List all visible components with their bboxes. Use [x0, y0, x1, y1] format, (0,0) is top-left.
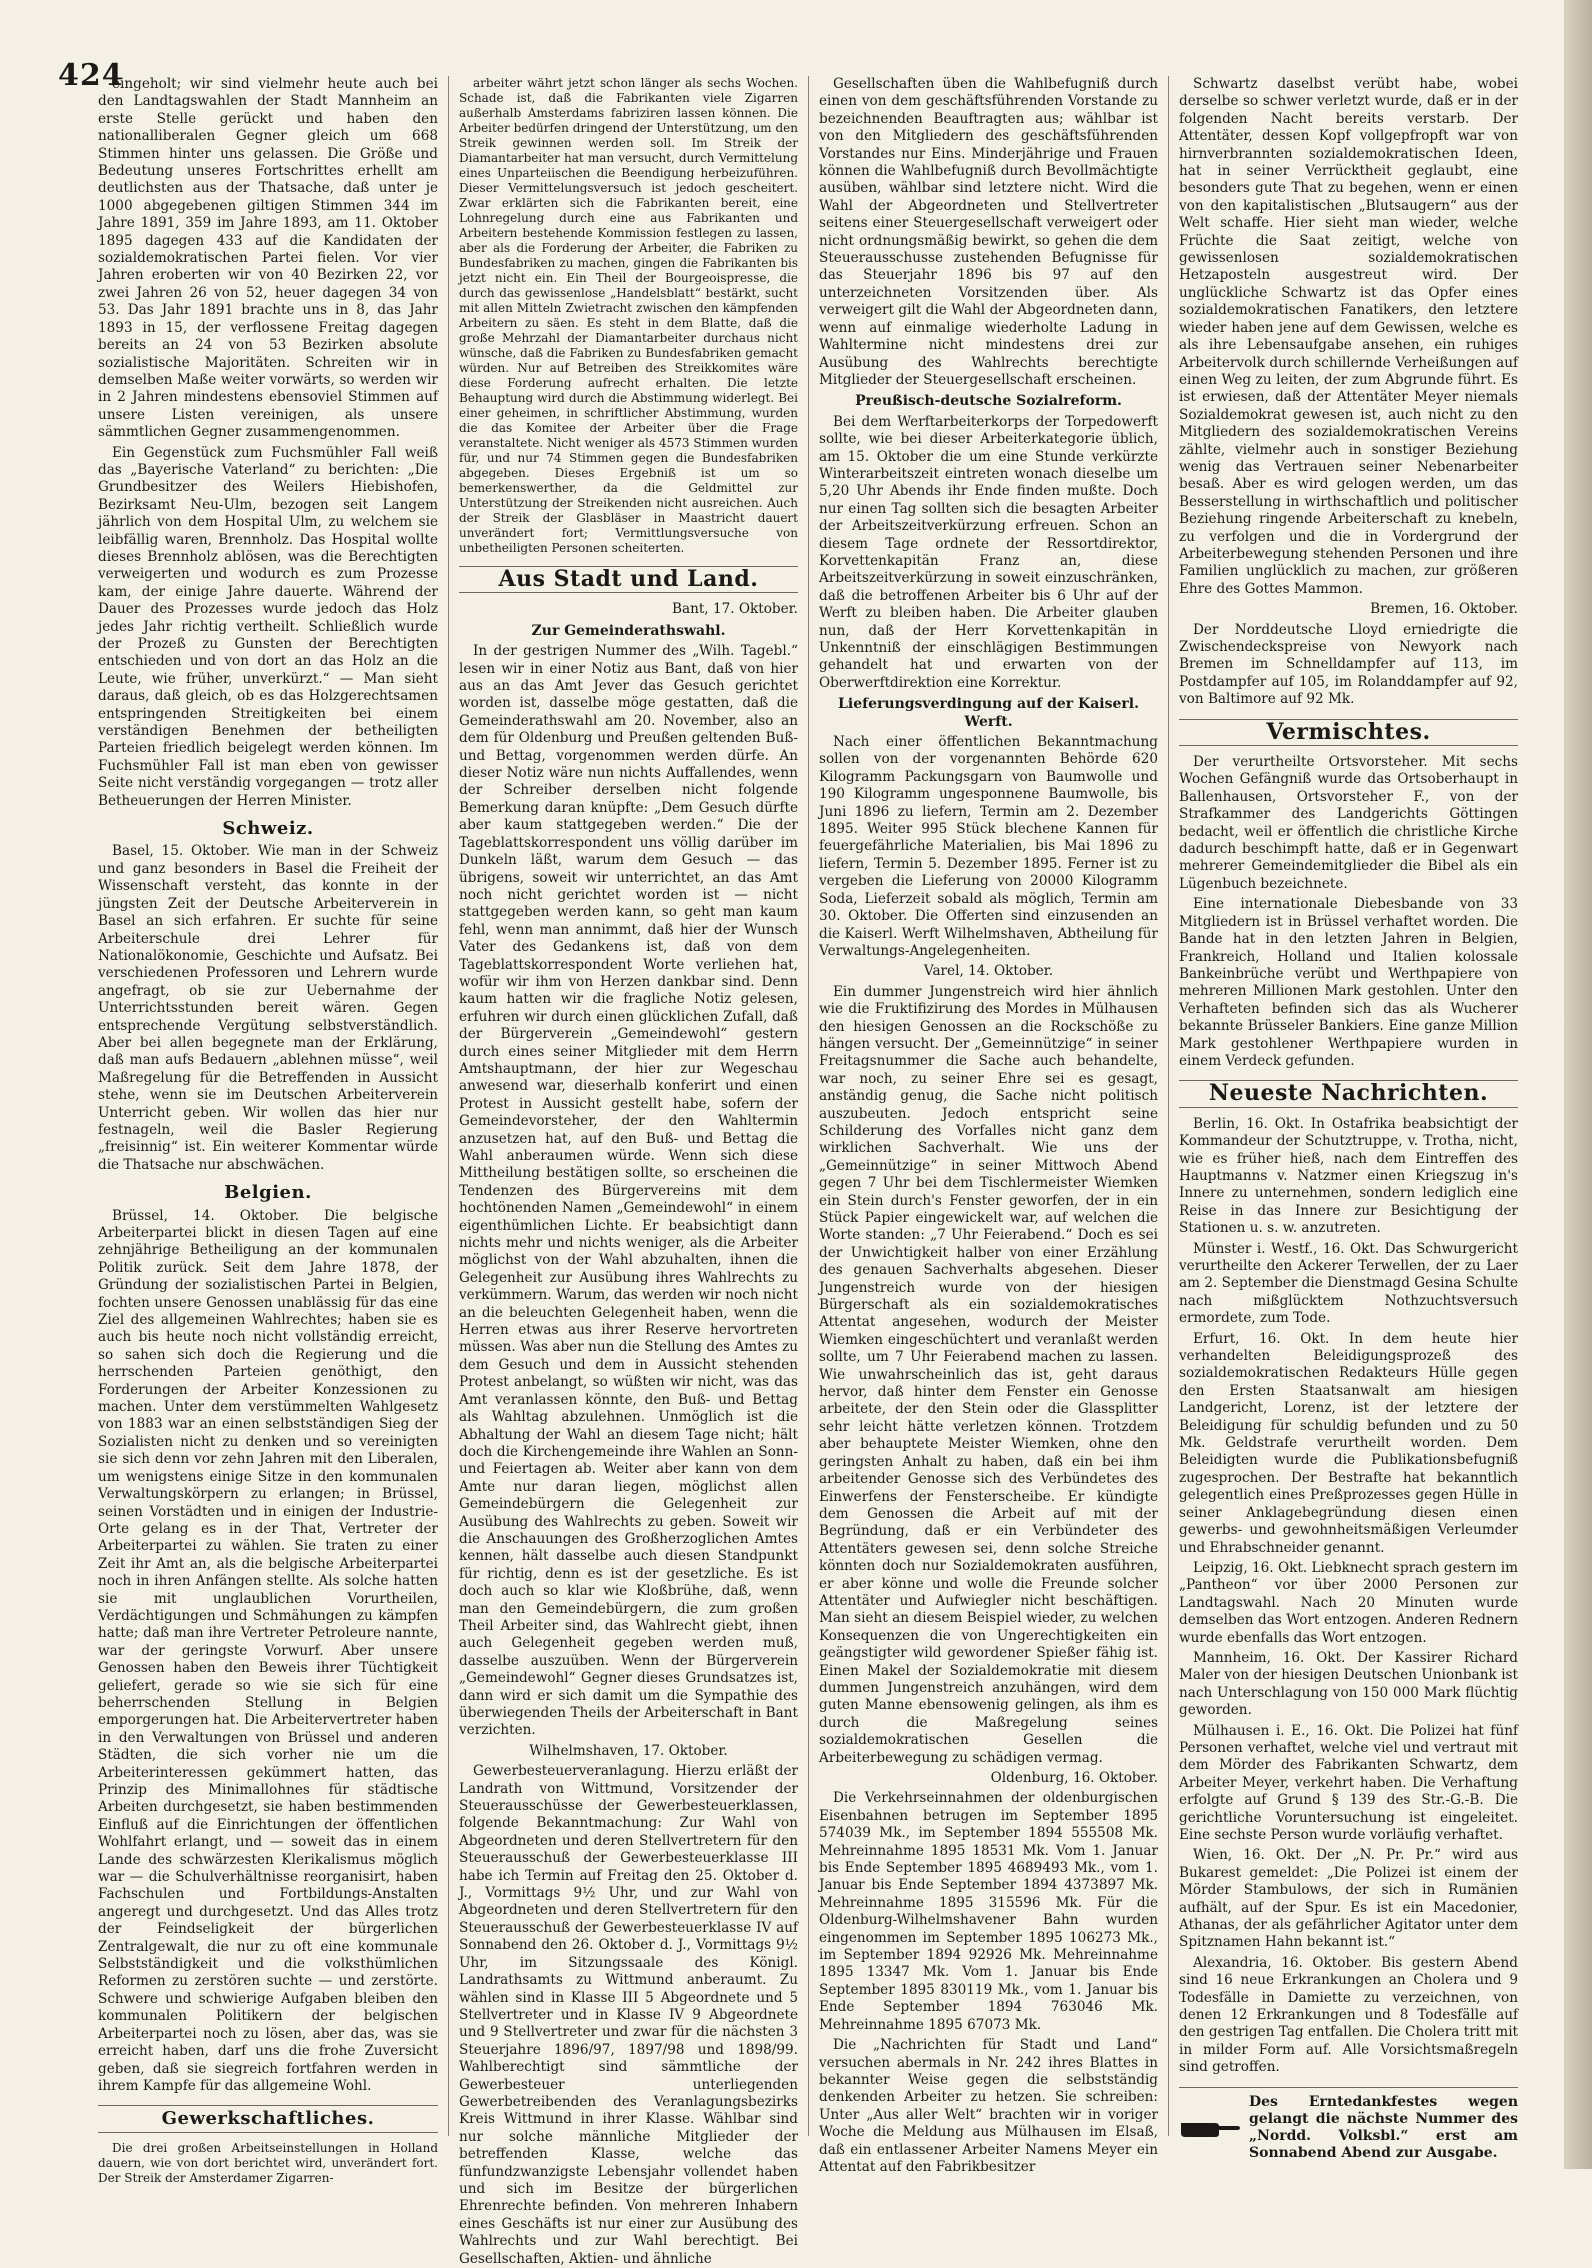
page-edge: [1564, 0, 1592, 2169]
dateline-oldenburg: Oldenburg, 16. Oktober.: [990, 1770, 1158, 1786]
article-mannheim-election: eingeholt; wir sind vielmehr heute auch bei den Landtagswahlen der Stadt Mannheim an erste Stelle gerückt und haben den nationalliberalen Gegner gleich um 668 Stimmen hinter uns gelassen. Die Größe und Bedeutung unseres Fortschrittes erhellt am deutlichsten aus der Thatsache, daß unter je 1000 abgegebenen giltigen Stimmen 344 im Jahre 1891, 359 im Jahre 1893, am 11. Oktober 1895 dagegen 433 auf die Kandidaten der sozialdemokratischen Partei fielen. Vor vier Jahren eroberten wir von 40 Bezirken 22, vor zwei Jahren 26 von 52, heuer dagegen 34 von 53. Das Jahr 1891 brachte uns in 8, das Jahr 1893 in 15, der verflossene Freitag dagegen bereits an 24 von 53 Bezirken absolute sozialistische Majoritäten. Schreiten wir in demselben Maße weiter vorwärts, so werden wir in 2 Jahren mindestens ebensoviel Stimmen auf unsere Listen vereinigen, als unsere sämmtlichen Gegner zusammengenommen.: [98, 76, 438, 441]
column-3: [808, 76, 1168, 2175]
news-berlin: Berlin, 16. Okt. In Ostafrika beabsichtigt der Kommandeur der Schutztruppe, v. Trotha, nicht, wie es früher hieß, nach dem Eintreffen des Hauptmanns v. Natzmer einen Kriegszug in's Innere zu unternehmen, sondern lediglich eine Reise in das Innere zur Besichtigung der Stationen u. s. w. anzutreten.: [1179, 1115, 1518, 1237]
news-muenster: Münster i. Westf., 16. Okt. Das Schwurgericht verurtheilte den Ackerer Terwellen, der zu Laer am 2. September die Dienstmagd Gesina Schulte nach mißglücktem Nothzuchtsversuch ermordete, zum Tode.: [1179, 1240, 1518, 1327]
article-holland-strikes: Die drei großen Arbeitseinstellungen in Holland dauern, wie von dort berichtet wird, unverändert fort. Der Streik der Amsterdamer Zigarren-: [98, 2140, 438, 2185]
news-mannheim: Mannheim, 16. Okt. Der Kassirer Richard Maler von der hiesigen Deutschen Unionbank ist nach Unterschlagung von 150 000 Mark flüchtig geworden.: [1179, 1649, 1518, 1719]
article-sozialreform: Bei dem Werftarbeiterkorps der Torpedowerft sollte, wie bei dieser Arbeiterkategorie üblich, am 15. Oktober die um eine Stunde verkürzte Winterarbeitszeit eintreten wonach dieselbe um 5,20 Uhr Abends ihr Ende finden mußte. Doch nur einen Tag sollten sich die besagten Arbeiter der Arbeitszeitverkürzung erfreuen. Schon an diesem Tage ordnete der Ressortdirektor, Korvettenkapitän Franz an, diese Arbeitszeitverkürzung in soweit einzuschränken, daß die betroffenen Arbeiter bis 6 Uhr auf der Werft zu bleiben haben. Die Arbeiter glauben nun, daß der Herr Korvettenkapitän in Unkenntniß der einschlägigen Bestimmungen gehandelt hat und erwarten von der Oberwerftdirektion eine Korrektur.: [819, 413, 1158, 691]
subhead-gemeinderathswahl: Zur Gemeinderathswahl.: [531, 622, 726, 639]
article-verkehrseinnahmen: Die Verkehrseinnahmen der oldenburgischen Eisenbahnen betrugen im September 1895 574039 Mk., im September 1894 555508 Mk. Mehreinnahme 1895 18531 Mk. Vom 1. Januar bis Ende September 1895 4689493 Mk., vom 1. Januar bis Ende September 1894 4373897 Mk. Mehreinnahme 1895 315596 Mk. Für die Oldenburg-Wilhelmshavener Bahn wurden eingenommen im September 1895 106273 Mk., im September 1894 92926 Mk. Mehreinnahme 1895 13347 Mk. Vom 1. Januar bis Ende September 1895 830119 Mk., vom 1. Januar bis Ende September 1894 763046 Mk. Mehreinnahme 1895 67073 Mk.: [819, 1790, 1158, 2033]
heading-belgien: Belgien.: [224, 1182, 312, 1204]
heading-vermischtes: Vermischtes.: [1179, 719, 1518, 746]
subhead-lieferungsverdingung: Lieferungsverdingung auf der Kaiserl. Werft.: [838, 696, 1139, 730]
column-1: [88, 76, 448, 2185]
article-diebesbande: Eine internationale Diebesbande von 33 Mitgliedern ist in Brüssel verhaftet worden. Die Bande hat in den letzten Jahren in Belgien, Frankreich, Holland und Italien kolossale Bankeinbrüche verübt und Werthpapiere von mehreren Millionen Mark gestohlen. Unter den Verhafteten befinden sich das als Wucherer bekannte Brüsseler Bankiers. Eine ganze Million Mark gestohlener Werthpapiere wurden in einem Verdeck gefunden.: [1179, 896, 1518, 1069]
article-basel: Basel, 15. Oktober. Wie man in der Schweiz und ganz besonders in Basel die Freiheit der Wissenschaft versteht, das konnte in der jüngsten Zeit der Deutsche Arbeiterverein in Basel an sich erfahren. Er suchte für seine Arbeiterschule drei Lehrer für Nationalökonomie, Geschichte und Aufsatz. Bei verschiedenen Professoren und Lehrern wurde angefragt, ob sie zur Uebernahme der Unterrichtsstunden bereit wären. Gegen entsprechende Vergütung selbstverständlich. Aber bei allen begegnete man der Erklärung, daß man aufs Bedauern „ablehnen müsse“, weil Maßregelung für die Betreffenden in Aussicht stehe, wenn sie im Deutschen Arbeiterverein Unterricht geben. Wir wollen das hier nur festnageln, weil die Basler Regierung „freisinnig“ ist. Ein weiterer Kommentar würde die Thatsache nur abschwächen.: [98, 843, 438, 1173]
news-erfurt: Erfurt, 16. Okt. In dem heute hier verhandelten Beleidigungsprozeß des sozialdemokratischen Redakteurs Hülle gegen den Ersten Staatsanwalt am hiesigen Landgericht, Lorenz, ist der letztere der Beleidigung für schuldig befunden und zu 50 Mk. Geldstrafe verurtheilt worden. Dem Beleidigten wurde die Publikationsbefugniß zugesprochen. Der Bestrafte hat bekanntlich gelegentlich eines Preßprozesses gegen Hülle in seiner Anklagebegründung diesen einen gewerbs- und gewohnheitsmäßigen Verleumder und Ehrabschneider genannt.: [1179, 1330, 1518, 1556]
article-bruessel: Brüssel, 14. Oktober. Die belgische Arbeiterpartei blickt in diesen Tagen auf eine zehnjährige Betheiligung an der kommunalen Politik zurück. Seit dem Jahre 1878, der Gründung der sozialistischen Partei in Belgien, fochten unsere Genossen unablässig für das eine Ziel des allgemeinen Wahlrechtes; haben sie es auch bis heute noch nicht vollständig erreicht, so sahen sich doch die Regierung und die herrschenden Parteien genöthigt, den Forderungen der Arbeiter Konzessionen zu machen. Unter dem verstümmelten Wahlgesetz von 1883 war an einen selbstständigen Sieg der Sozialisten nicht zu denken und so vereinigten sie sich denn vor zehn Jahren mit den Liberalen, um wenigstens einige Sitze in den kommunalen Verwaltungskörpern zu erlangen; in Brüssel, seinen Vorstädten und in einigen der Industrie-Orte gelang es in der That, Vertreter der Arbeiterpartei zu wählen. Sie traten zu einer Zeit ihr Amt an, als die belgische Arbeiterpartei noch in ihren Anfängen stellte. Als solche hatten sie mit unglaublichen Vorurtheilen, Verdächtigungen und Schmähungen zu kämpfen hatte; daß man ihre Vertreter Petroleure nannte, war der geringste Vorwurf. Aber unsere Genossen haben den Beweis ihrer Tüchtigkeit geliefert, gerade so wie sie sich für eine beherrschenden Stellung in Belgien emporgerungen hat. Die Arbeitervertreter haben in den Verwaltungen von Brüssel und anderen Städten, die sich vorher nie um die Arbeiterinteressen gekümmert hatten, das Prinzip des Minimallohnes für städtische Arbeiten durchgesetzt, sie haben bestimmenden Einfluß auf die Einrichtungen der öffentlichen Wohlfahrt erlangt, und — soweit das in einem Lande des schwärzesten Klerikalismus möglich war — die Schulverhältnisse reorganisirt, haben Fachschulen und Fortbildungs-Anstalten angeregt und durchgesetzt. Und das Alles trotz der Feindseligkeit der bürgerlichen Zentralgewalt, die nur zu oft eine kommunale Selbstständigkeit und die volksthümlichen Reformen zu zerstören suchte — und zerstörte. Schwere und schwierige Aufgaben bleiben den kommunalen Politikern der belgischen Arbeiterpartei noch zu lösen, aber das, was sie erreicht haben, darf uns die frohe Zuversicht geben, daß sie siegreich fortfahren werden in ihrem Kampfe für das allgemeine Wohl.: [98, 1207, 438, 2094]
article-gemeinderathswahl: In der gestrigen Nummer des „Wilh. Tagebl.“ lesen wir in einer Notiz aus Bant, daß von hier aus an das Amt Jever das Gesuch gerichtet worden ist, dasselbe möge gestatten, daß die Gemeinderathswahl am 20. November, also an dem für Oldenburg und Preußen geltenden Buß- und Bettag, vorgenommen werden dürfe. An dieser Notiz wäre nun nichts Auffallendes, wenn der Schreiber derselben nicht folgende Bemerkung daran knüpfte: „Dem Gesuch dürfte aber kaum stattgegeben werden.“ Die der Tageblattskorrespondent uns völlig darüber im Dunkeln läßt, warum dem Gesuch — das übrigens, soweit wir unterrichtet, an das Amt noch nicht gerichtet worden ist — nicht stattgegeben werden kann, so geht man kaum fehl, wenn man annimmt, daß hier der Wunsch Vater des Gedankens ist, daß von dem Tageblattskorrespondent Worte verliehen hat, wofür wir ihm von Herzen dankbar sind. Denn kaum hatten wir die fragliche Notiz gelesen, erfuhren wir durch einen glücklichen Zufall, daß der Bürgerverein „Gemeindewohl“ gestern durch eines seiner Mitglieder mit dem Herrn Amtshauptmann, der hier zur Wegeschau anwesend war, dieserhalb konferirt und einen Protest in Aussicht gestellt habe, sofern der Gemeindevorsteher, der den Wahltermin anzusetzen hat, auf den Buß- und Bettag die Wahl anberaumen würde. Wenn sich diese Mittheilung bestätigen sollte, so erscheinen die Tendenzen des Bürgervereins mit dem hochtönenden Namen „Gemeindewohl“ in einem eigenthümlichen Lichte. Er beabsichtigt dann nichts mehr und nichts weniger, als die Arbeiter möglichst von der Wahl abzuhalten, ihnen die Gelegenheit zur Ausübung ihres Wahlrechts zu verkümmern. Warum, das werden wir noch nicht an die beleuchten Gelegenheit haben, wenn die Herren etwas aus ihrer Reserve hervortreten müssen. Was aber nun die Stellung des Amtes zu dem Gesuch und dem in Aussicht stehenden Protest anbelangt, so wüßten wir nicht, was das Amt veranlassen könnte, den Buß- und Bettag als Wahltag abzulehnen. Unmöglich ist die Abhaltung der Wahl an diesem Tage nicht; hält doch die Kirchengemeinde ihre Wahlen an Sonn- und Feiertagen ab. Weiter aber kann von dem Amte nur daran liegen, möglichst allen Gemeindebürgern die Gelegenheit zur Ausübung des Wahlrechts zu geben. Soweit wir die Anschauungen des Großherzoglichen Amtes kennen, hält dasselbe auch diesen Standpunkt für richtig, denn es ist der gesetzliche. Es ist doch auch so klar wie Kloßbrühe, daß, wenn man den Gemeindebürgern, die zum großen Theil Arbeiter sind, das Wahlrecht giebt, ihnen auch Gelegenheit gegeben werden muß, dasselbe auszuüben. Wenn der Bürgerverein „Gemeindewohl“ Gegner dieses Grundsatzes ist, dann wird er sich damit um die Sympathie des überwiegenden Theils der Arbeiterschaft in Bant verzichten.: [459, 643, 798, 1739]
dateline-wilhelmshaven: Wilhelmshaven, 17. Oktober.: [529, 1742, 728, 1759]
article-lloyd: Der Norddeutsche Lloyd erniedrigte die Zwischendeckspreise von Newyork nach Bremen im Schnelldampfer auf 113, im Postdampfer auf 105, im Rolanddampfer auf 92, von Baltimore auf 92 Mk.: [1179, 621, 1518, 708]
article-schwartz: Schwartz daselbst verübt habe, wobei derselbe so schwer verletzt wurde, daß er in der folgenden Nacht bereits verstarb. Der Attentäter, dessen Kopf vollgepfropft war von hirnverbrannten sozialdemokratischen Ideen, hat in seiner Verrücktheit geglaubt, eine besonders gute That zu begehen, wenn er einen von den kapitalistischen „Blutsaugern“ aus der Welt schaffe. Hier sieht man wieder, welche Früchte die Saat zeitigt, welche von gewissenlosen sozialdemokratischen Hetzaposteln ausgestreut wird. Der unglückliche Schwartz ist das Opfer eines sozialdemokratischen Fanatikers, den letztere wieder haben jene auf dem Gewissen, welche es als ihre Lebensaufgabe ansehen, ein ruhiges Arbeitervolk durch schillernde Verheißungen auf einen Weg zu leiten, der zum Abgrunde führt. Es ist erwiesen, daß der Attentäter Meyer niemals Sozialdemokrat gewesen ist, auch nicht zu den Mitgliedern des sozialdemokratischen Vereins zählte, vielmehr auch in sonstiger Beziehung wenig das Vertrauen seiner Nebenarbeiter besaß. Aber es wird gelogen werden, um das Besserstellung in wirthschaftlich und politischer Beziehung ringende Arbeiterschaft zu knebeln, zu verfolgen und die in Vordergrund der Arbeiterbewegung stehenden Personen und ihre Familien unglücklich zu machen, zur größeren Ehre des Gottes Mammon.: [1179, 76, 1518, 597]
dateline-varel: Varel, 14. Oktober.: [923, 963, 1054, 980]
notice-text: Des Erntedankfestes wegen gelangt die nächste Nummer des „Nordd. Volksbl.“ erst am Sonnabend Abend zur Ausgabe.: [1249, 2093, 1518, 2161]
column-4: [1168, 76, 1528, 2161]
subhead-sozialreform: Preußisch-deutsche Sozialreform.: [855, 393, 1122, 410]
news-wien: Wien, 16. Okt. Der „N. Pr. Pr.“ wird aus Bukarest gemeldet: „Die Polizei ist einem der Mörder Stambulows, der sich in Rumänien aufhält, auf der Spur. Es ist ein Macedonier, Athanas, der als gefährlicher Agitator unter dem Spitznamen Hahn bekannt ist.“: [1179, 1847, 1518, 1951]
article-lieferungsverdingung: Nach einer öffentlichen Bekanntmachung sollen von der vorgenannten Behörde 620 Kilogramm Packungsgarn von Baumwolle und 190 Kilogramm ungesponnene Baumwolle, bis Juni 1896 zu liefern, Termin am 2. Dezember 1895. Weiter 995 Stück blechene Kannen für feuergefährliche Materialien, bis Mai 1896 zu liefern, Termin 5. Dezember 1895. Ferner ist zu vergeben die Lieferung von 20000 Kilogramm Soda, Lieferzeit sobald als möglich, Termin am 30. Oktober. Die Offerten sind einzusenden an die Kaiserl. Werft Wilhelmshaven, Abtheilung für Verwaltungs-Angelegenheiten.: [819, 734, 1158, 959]
heading-neueste-nachrichten: Neueste Nachrichten.: [1179, 1080, 1518, 1107]
article-gesellschaften: Gesellschaften üben die Wahlbefugniß durch einen von dem geschäftsführenden Vorstande zu bezeichnenden Beauftragten aus; wählbar ist von den Mitgliedern des geschäftsführenden Vorstandes nur Eins. Minderjährige und Frauen können die Wahlbefugniß durch Bevollmächtigte ausüben, wählbar sind letztere nicht. Wird die Wahl der Abgeordneten und Stellvertreter seitens einer Steuergesellschaft verweigert oder nicht ordnungsmäßig bewirkt, so gehen die dem Steuerausschusse zustehenden Befugnisse für das Steuerjahr 1896 bis 97 auf den unterzeichneten Vorsitzenden über. Als verweigert gilt die Wahl der Abgeordneten dann, wenn auf einmalige wiederholte Ladung in Wahltermine nicht mindestens drei zur Ausübung des Wahlrechts berechtigte Mitglieder der Steuergesellschaft erscheinen.: [819, 76, 1158, 388]
news-alexandria: Alexandria, 16. Oktober. Bis gestern Abend sind 16 neue Erkrankungen an Cholera und 9 Todesfälle in Damiette zu verzeichnen, von denen 12 Erkrankungen und 8 Todesfälle auf den gestrigen Tag entfallen. Die Cholera tritt mit in milder Form auf. Alle Vorsichtsmaßregeln sind getroffen.: [1179, 1954, 1518, 2076]
article-gewerbesteuer: Gewerbesteuerveranlagung. Hierzu erläßt der Landrath von Wittmund, Vorsitzender der Steuerausschüsse der Gewerbesteuerklassen, folgende Bekanntmachung: Zur Wahl von Abgeordneten und deren Stellvertretern für den Steuerausschuß der Gewerbesteuerklasse III habe ich Termin auf Freitag den 25. Oktober d. J., Vormittags 9½ Uhr, und zur Wahl von Abgeordneten und deren Stellvertretern für den Steuerausschuß der Gewerbesteuerklasse IV auf Sonnabend den 26. Oktober d. J., Vormittags 9½ Uhr, im Sitzungssaale des Königl. Landrathsamts zu Wittmund anberaumt. Zu wählen sind in Klasse III 5 Abgeordnete und 5 Stellvertreter und in Klasse IV 9 Abgeordnete und 9 Stellvertreter und zwar für die nächsten 3 Steuerjahre 1896/97, 1897/98 und 1898/99. Wahlberechtigt sind sämmtliche der Gewerbesteuer unterliegenden Gewerbetreibenden des Veranlagungsbezirks Kreis Wittmund in ihrer Klasse. Wählbar sind nur solche männliche Mitglieder der betreffenden Klasse, welche das fünfundzwanzigste Lebensjahr vollendet haben und sich im Besitze der bürgerlichen Ehrenrechte befinden. Von mehreren Inhabern eines Geschäfts ist nur einer zur Ausübung des Wahlrechts und zur Wahl berechtigt. Bei Gesellschaften, Aktien- und ähnliche: [459, 1763, 798, 2267]
newspaper-columns: [88, 76, 1528, 2267]
article-jungenstreich: Ein dummer Jungenstreich wird hier ähnlich wie die Fruktifizirung des Mordes in Mülhausen den hiesigen Genossen an die Rockschöße zu hängen versucht. Der „Gemeinnützige“ in seiner Freitagsnummer die Sache auch behandelte, war noch, zu seiner Ehre sei es gesagt, anständig genug, die Sache nicht politisch auszubeuten. Jedoch entspricht seine Schilderung des Vorfalles nicht ganz dem wirklichen Sachverhalt. Wie uns der „Gemeinnützige“ in seiner Mittwoch Abend gegen 7 Uhr bei dem Tischlermeister Wiemken ein Stein durch's Fenster geworfen, der in ein Stück Papier eingewickelt war, auf welchen die Worte standen: „7 Uhr Feierabend.“ Doch es sei der Unwichtigkeit halber von einer Erzählung des genauen Sachverhalts abgesehen. Dieser Jungenstreich wurde von der hiesigen Bürgerschaft als ein sozialdemokratisches Attentat angesehen, wodurch der Meister Wiemken eingeschüchtert und veranlaßt werden sollte, um 7 Uhr Feierabend machen zu lassen. Wie unwahrscheinlich das ist, geht daraus hervor, daß hinter dem Fenster ein Genosse arbeitete, der den Stein oder die Glassplitter sehr leicht hätte verletzen können. Trotzdem aber behauptete Meister Wiemken, ohne den geringsten Anhalt zu haben, daß ein bei ihm arbeitender Genosse sich des Verbündetes des Einwerfens der Fensterscheibe. Er kündigte dem Genossen die Arbeit auf mit der Begründung, daß er ein Verbündeter des Attentäters gewesen sei, denn solche Streiche könnten doch nur Sozialdemokraten ausführen, er aber könne und wolle die Freunde solcher Attentäter und Aufwiegler nicht beschäftigen. Man sieht an diesem Beispiel wieder, zu welchen Konsequenzen die von Ungerechtigkeiten ein geängstigter wild gewordener Spießer fähig ist. Einen Makel der Sozialdemokratie mit diesem dummen Jungenstreich anzuhängen, wird dem guten Manne ebensowenig gelingen, als ihm es durch die Maßregelung seines sozialdemokratischen Gesellen die Arbeiterbewegung zu schädigen vermag.: [819, 983, 1158, 1766]
heading-gewerkschaftliches: Gewerkschaftliches.: [98, 2105, 438, 2132]
heading-aus-stadt-und-land: Aus Stadt und Land.: [459, 566, 798, 593]
publication-notice: [1179, 2087, 1518, 2162]
pointing-hand-icon: [1179, 2117, 1241, 2139]
article-amsterdam-strike: arbeiter währt jetzt schon länger als sechs Wochen. Schade ist, daß die Fabrikanten viele Zigarren außerhalb Amsterdams fabriziren lassen können. Die Arbeiter bedürfen dringend der Unterstützung, um den Streik gewinnen werden soll. Im Streik der Diamantarbeiter hat man versucht, durch Vermittelung eines Unparteiischen die Beendigung herbeizuführen. Dieser Vermittelungsversuch ist jedoch gescheitert. Zwar erklärten sich die Fabrikanten bereit, eine Lohnregelung durch eine aus Fabrikanten und Arbeitern bestehende Kommission festlegen zu lassen, aber als die Forderung der Arbeiter, die Fabriken zu Bundesfabriken zu machen, gingen die Fabrikanten bis jetzt nicht ein. Ein Theil der Bourgeoispresse, die durch das gewissenlose „Handelsblatt“ bestärkt, sucht mit allen Mitteln Zwietracht zwischen den kämpfenden Arbeitern zu säen. Es steht in dem Blatte, daß die große Mehrzahl der Diamantarbeiter durchaus nicht wünsche, daß die Fabriken zu Bundesfabriken gemacht würden. Nur auf Betreiben des Streikkomites wäre diese Forderung aufrecht erhalten. Die letzte Behauptung wird durch die Abstimmung widerlegt. Bei einer geheimen, in schriftlicher Abstimmung, wurden die das Komitee der Arbeiter über die Frage veranstaltete. Nicht weniger als 4573 Stimmen wurden für, und nur 74 Stimmen gegen die Bundesfabriken abgegeben. Dieses Ergebniß ist um so bemerkenswerther, da die Geldmittel zur Unterstützung der Streikenden nicht ausreichen. Auch der Streik der Glasbläser in Maastricht dauert unverändert fort; Vermittlungsversuche von unbetheiligten Personen scheiterten.: [459, 76, 798, 555]
article-ortsvorsteher: Der verurtheilte Ortsvorsteher. Mit sechs Wochen Gefängniß wurde das Ortsoberhaupt in Ballenhausen, Ortsvorsteher F., von der Strafkammer des Landgerichts Göttingen bedacht, weil er öffentlich die christliche Kirche dadurch beschimpft hatte, daß er in Gegenwart mehrerer Gemeindemitglieder die Bibel als ein Lügenbuch bezeichnete.: [1179, 754, 1518, 892]
page-number: 424: [58, 58, 124, 93]
news-muelhausen: Mülhausen i. E., 16. Okt. Die Polizei hat fünf Personen verhaftet, welche viel und vertraut mit dem Mörder des Fabrikanten Schwartz, dem Arbeiter Meyer, verkehrt haben. Die Verhaftung erfolgte auf Grund § 139 des Str.-G.-B. Die gerichtliche Voruntersuchung ist eingeleitet. Eine sechste Person wurde vorläufig verhaftet.: [1179, 1722, 1518, 1843]
dateline-bremen: Bremen, 16. Oktober.: [1370, 601, 1518, 618]
article-fuchsmuehler: Ein Gegenstück zum Fuchsmühler Fall weiß das „Bayerische Vaterland“ zu berichten: „Die Grundbesitzer des Weilers Hiebishofen, Bezirksamt Neu-Ulm, bezogen seit Langem jährlich von dem Hospital Ulm, zu welchem sie leibfällig waren, Brennholz. Das Hospital wollte dieses Brennholz ablösen, was die Berechtigten verweigerten und wodurch es zum Prozesse kam, der einige Jahre dauerte. Während der Dauer des Prozesses wurde jedoch das Holz jedes Jahr richtig vertheilt. Schließlich wurde der Prozeß zu Gunsten der Berechtigten entschieden und von dort an das Holz an die Leute, wie früher, unverkürzt.“ — Man sieht daraus, daß gleich, ob es das Holzgerechtsamen entspringenden Streitigkeiten bei einem verständigen Benehmen der betheiligten Parteien friedlich beigelegt werden können. Im Fuchsmühler Fall ist man eben von gewisser Seite nicht verständig vorgegangen — trotz aller Betheuerungen der Herren Minister.: [98, 444, 438, 809]
article-nachrichten-stadt-land: Die „Nachrichten für Stadt und Land“ versuchen abermals in Nr. 242 ihres Blattes in bekannter Weise gegen die selbstständig denkenden Arbeiter zu hetzen. Sie schreiben: Unter „Aus aller Welt“ brachten wir in voriger Woche die Meldung aus Mülhausen im Elsaß, daß ein entlassener Arbeiter Namens Meyer ein Attentat auf den Fabrikbesitzer: [819, 2037, 1158, 2175]
heading-schweiz: Schweiz.: [222, 818, 314, 840]
column-2: [448, 76, 808, 2267]
dateline-bant: Bant, 17. Oktober.: [672, 601, 798, 618]
news-leipzig: Leipzig, 16. Okt. Liebknecht sprach gestern im „Pantheon“ vor über 2000 Personen zur Landtagswahl. Nach 20 Minuten wurde demselben das Wort entzogen. Anderen Rednern wurde ebenfalls das Wort entzogen.: [1179, 1559, 1518, 1646]
